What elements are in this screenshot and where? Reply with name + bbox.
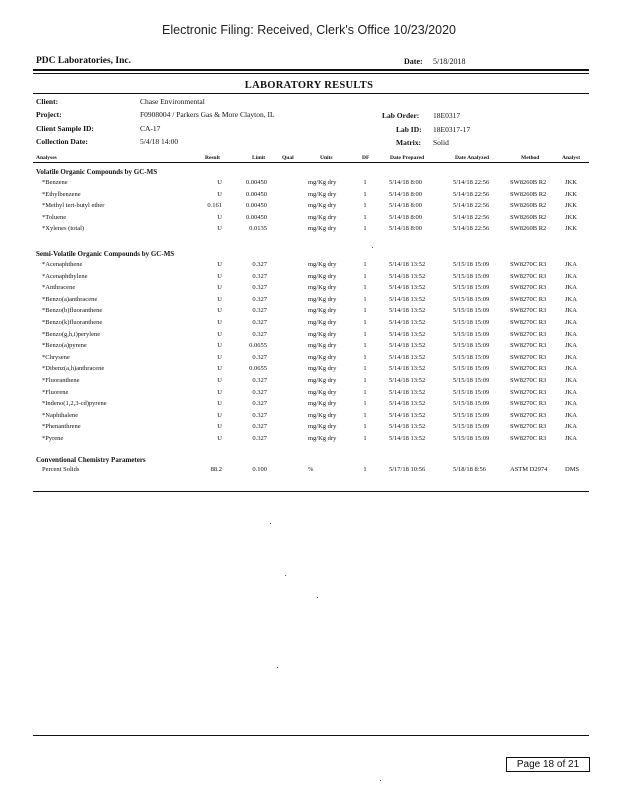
table-cell-method: SW8270C R3 [510, 307, 547, 315]
table-cell-analyte: *Pyrene [42, 435, 64, 442]
table-cell-analyzed: 5/15/18 15:09 [453, 423, 490, 431]
table-cell-analyte: *Chrysene [42, 353, 70, 361]
header-rule [33, 69, 589, 71]
table-cell-units: mg/Kg dry [308, 307, 337, 315]
table-cell-df: 1 [363, 365, 367, 373]
table-cell-method: ASTM D2974 [510, 466, 548, 473]
table-cell-result: U [217, 330, 222, 338]
table-cell-units: mg/Kg dry [308, 400, 337, 408]
table-cell-df: 1 [363, 261, 367, 268]
table-cell-analyst: JKA [565, 388, 577, 396]
section-title: Conventional Chemistry Parameters [36, 456, 146, 464]
table-cell-limit: 0.327 [252, 284, 267, 292]
table-cell-units: mg/Kg dry [308, 225, 337, 233]
table-cell-df: 1 [363, 295, 367, 303]
table-cell-analyzed: 5/15/18 15:09 [453, 284, 490, 292]
table-cell-analyzed: 5/15/18 15:09 [453, 377, 490, 384]
table-cell-df: 1 [363, 190, 367, 198]
table-cell-result: U [217, 307, 222, 315]
table-cell-analyte: *Benzo(g,h,i)perylene [42, 330, 101, 338]
client-label: Client: [36, 97, 59, 106]
column-header-result: Result [205, 155, 220, 161]
lab-id-value: 18E0317-17 [433, 125, 471, 134]
table-cell-limit: 0.327 [252, 435, 267, 442]
table-cell-analyst: JKA [565, 377, 577, 384]
table-cell-analyzed: 5/15/18 15:09 [453, 388, 490, 396]
table-cell-df: 1 [363, 411, 367, 419]
table-cell-result: U [217, 190, 222, 198]
section-title: Semi-Volatile Organic Compounds by GC-MS [36, 250, 175, 258]
project-label: Project: [36, 110, 62, 119]
table-cell-analyst: JKK [565, 190, 577, 198]
table-cell-units: mg/Kg dry [308, 330, 337, 338]
table-cell-limit: 0.327 [252, 353, 267, 361]
table-cell-units: mg/Kg dry [308, 435, 337, 442]
table-cell-units: mg/Kg dry [308, 213, 337, 221]
table-cell-method: SW8260B R2 [510, 225, 547, 233]
table-cell-analyte: *Benzo(k)fluoranthene [42, 319, 103, 326]
table-cell-analyst: JKA [565, 307, 577, 315]
table-cell-method: SW8260B R2 [510, 179, 547, 186]
table-cell-prepared: 5/14/18 13:52 [389, 365, 426, 373]
table-cell-analyzed: 5/15/18 15:09 [453, 342, 490, 350]
report-title: LABORATORY RESULTS [244, 80, 374, 91]
table-cell-units: mg/Kg dry [308, 365, 337, 373]
table-cell-analyzed: 5/18/18 8:56 [453, 466, 487, 473]
table-cell-analyst: JKK [565, 202, 577, 210]
table-cell-df: 1 [363, 307, 367, 315]
table-cell-analyte: *Toluene [42, 213, 67, 221]
table-cell-analyte: *Benzo(a)anthracene [42, 295, 98, 303]
table-cell-limit: 0.327 [252, 400, 267, 408]
table-cell-prepared: 5/14/18 13:52 [389, 307, 426, 315]
table-cell-analyst: JKA [565, 330, 577, 338]
table-cell-analyte: *Anthracene [42, 284, 76, 292]
table-cell-analyte: *Indeno(1,2,3-cd)pyrene [42, 400, 107, 408]
lab-order-label: Lab Order: [382, 111, 420, 120]
table-cell-units: mg/Kg dry [308, 202, 337, 210]
table-cell-prepared: 5/14/18 8:00 [389, 190, 423, 198]
table-cell-analyte: *Methyl tert-butyl ether [42, 202, 105, 210]
table-cell-method: SW8270C R3 [510, 330, 547, 338]
table-cell-result: U [217, 213, 222, 221]
table-cell-units: mg/Kg dry [308, 353, 337, 361]
table-cell-result: U [217, 319, 222, 326]
table-cell-method: SW8270C R3 [510, 365, 547, 373]
table-cell-method: SW8260B R2 [510, 202, 547, 210]
table-cell-result: U [217, 295, 222, 303]
table-cell-prepared: 5/14/18 13:52 [389, 342, 426, 350]
collection-date-label: Collection Date: [36, 137, 88, 146]
table-cell-analyte: *Ethylbenzene [42, 190, 81, 198]
table-cell-units: mg/Kg dry [308, 261, 337, 268]
table-cell-analyzed: 5/15/18 15:09 [453, 435, 490, 442]
table-cell-analyte: *Benzo(b)fluoranthene [42, 307, 103, 315]
table-cell-analyst: JKK [565, 179, 577, 186]
table-cell-analyte: *Benzene [42, 179, 68, 186]
table-cell-prepared: 5/14/18 8:00 [389, 225, 423, 233]
table-cell-limit: 0.00450 [245, 202, 267, 210]
table-cell-analyzed: 5/15/18 15:09 [453, 365, 490, 373]
matrix-value: Solid [433, 138, 449, 147]
table-cell-analyte: *Fluorene [42, 388, 69, 396]
filing-stamp: Electronic Filing: Received, Clerk's Office 10/23/2020 [162, 23, 456, 37]
table-cell-prepared: 5/14/18 13:52 [389, 435, 426, 442]
column-header-units: Units [320, 155, 333, 161]
table-cell-df: 1 [363, 342, 367, 350]
table-cell-analyte: *Acenaphthene [42, 261, 83, 268]
table-cell-units: mg/Kg dry [308, 319, 337, 326]
table-cell-result: U [217, 388, 222, 396]
table-cell-method: SW8270C R3 [510, 261, 547, 268]
table-cell-analyte: Percent Solids [42, 466, 80, 473]
table-cell-result: U [217, 353, 222, 361]
table-cell-limit: 0.327 [252, 388, 267, 396]
table-cell-df: 1 [363, 353, 367, 361]
table-cell-units: mg/Kg dry [308, 342, 337, 350]
table-cell-analyst: JKA [565, 319, 577, 326]
table-cell-df: 1 [363, 388, 367, 396]
table-cell-prepared: 5/14/18 13:52 [389, 353, 426, 361]
table-cell-result: U [217, 284, 222, 292]
table-cell-limit: 0.327 [252, 377, 267, 384]
table-cell-analyte: *Phenanthrene [42, 423, 81, 431]
table-cell-result: U [217, 365, 222, 373]
table-cell-prepared: 5/14/18 13:52 [389, 272, 426, 280]
project-value: F0908004 / Parkers Gas & More Clayton, IL [140, 110, 275, 119]
table-cell-units: mg/Kg dry [308, 272, 337, 280]
column-header-df: DF [362, 155, 370, 161]
table-cell-prepared: 5/14/18 13:52 [389, 377, 426, 384]
lab-id-label: Lab ID: [396, 125, 422, 134]
table-cell-analyst: JKA [565, 284, 577, 292]
table-cell-prepared: 5/14/18 13:52 [389, 388, 426, 396]
table-cell-prepared: 5/14/18 8:00 [389, 179, 423, 186]
title-rule [33, 93, 589, 94]
table-cell-limit: 0.0135 [249, 225, 267, 233]
client-value: Chase Environmental [140, 97, 205, 106]
date-value: 5/18/2018 [433, 57, 466, 66]
table-cell-units: mg/Kg dry [308, 388, 337, 396]
table-cell-method: SW8270C R3 [510, 435, 547, 442]
table-cell-df: 1 [363, 284, 367, 292]
table-cell-prepared: 5/14/18 13:52 [389, 400, 426, 408]
table-cell-analyzed: 5/15/18 15:09 [453, 411, 490, 419]
table-cell-analyte: *Benzo(a)pyrene [42, 342, 87, 350]
table-cell-prepared: 5/14/18 13:52 [389, 319, 426, 326]
table-cell-units: % [308, 466, 314, 473]
table-cell-limit: 0.327 [252, 295, 267, 303]
table-cell-analyst: JKK [565, 225, 577, 233]
table-cell-result: U [217, 342, 222, 350]
table-cell-prepared: 5/14/18 13:52 [389, 284, 426, 292]
table-cell-analyst: JKA [565, 261, 577, 268]
table-cell-prepared: 5/14/18 13:52 [389, 295, 426, 303]
table-cell-result: 0.161 [207, 202, 222, 210]
table-cell-method: SW8270C R3 [510, 319, 547, 326]
table-cell-df: 1 [363, 435, 367, 442]
table-cell-analyst: JKA [565, 365, 577, 373]
table-cell-method: SW8270C R3 [510, 284, 547, 292]
table-cell-method: SW8270C R3 [510, 272, 547, 280]
table-cell-method: SW8270C R3 [510, 400, 547, 408]
table-cell-limit: 0.327 [252, 261, 267, 268]
table-cell-limit: 0.327 [252, 307, 267, 315]
table-cell-limit: 0.00450 [245, 213, 267, 221]
table-cell-df: 1 [363, 330, 367, 338]
table-cell-units: mg/Kg dry [308, 179, 337, 186]
table-cell-method: SW8270C R3 [510, 377, 547, 384]
table-cell-prepared: 5/14/18 13:52 [389, 261, 426, 268]
table-cell-units: mg/Kg dry [308, 423, 337, 431]
table-cell-df: 1 [363, 179, 367, 186]
table-cell-analyst: JKA [565, 342, 577, 350]
table-cell-limit: 0.0655 [249, 365, 267, 373]
table-cell-analyzed: 5/14/18 22:56 [453, 190, 490, 198]
table-cell-analyte: *Fluoranthene [42, 377, 80, 384]
table-cell-df: 1 [363, 213, 367, 221]
matrix-label: Matrix: [396, 138, 421, 147]
company-name: PDC Laboratories, Inc. [36, 56, 131, 66]
client-sample-id-value: CA-17 [140, 124, 161, 133]
table-cell-analyst: JKK [565, 213, 577, 221]
column-header-qual: Qual [282, 155, 294, 161]
table-cell-df: 1 [363, 400, 367, 408]
date-label: Date: [404, 57, 423, 66]
table-cell-prepared: 5/14/18 13:52 [389, 411, 426, 419]
table-cell-analyzed: 5/15/18 15:09 [453, 400, 490, 408]
table-cell-df: 1 [363, 377, 367, 384]
column-header-limit: Limit [252, 155, 266, 161]
table-cell-analyte: *Naphthalene [42, 411, 79, 419]
table-cell-analyzed: 5/14/18 22:56 [453, 213, 490, 221]
table-cell-analyzed: 5/14/18 22:56 [453, 225, 490, 233]
table-cell-df: 1 [363, 202, 367, 210]
table-cell-analyst: DMS [565, 466, 580, 473]
column-header-analyses: Analyses [36, 155, 57, 161]
table-cell-result: U [217, 377, 222, 384]
table-cell-analyst: JKA [565, 295, 577, 303]
lab-order-value: 18E0317 [433, 111, 461, 120]
table-cell-analyte: *Dibenz(a,h)anthracene [42, 365, 105, 373]
table-cell-method: SW8270C R3 [510, 388, 547, 396]
table-cell-method: SW8270C R3 [510, 353, 547, 361]
table-cell-analyst: JKA [565, 435, 577, 442]
table-cell-method: SW8270C R3 [510, 411, 547, 419]
table-cell-analyzed: 5/14/18 22:56 [453, 202, 490, 210]
table-cell-result: 88.2 [210, 466, 222, 473]
table-cell-result: U [217, 435, 222, 442]
footer-rule [33, 735, 589, 736]
column-header-method: Method [521, 155, 540, 161]
table-cell-analyzed: 5/15/18 15:09 [453, 353, 490, 361]
table-cell-units: mg/Kg dry [308, 190, 337, 198]
table-cell-limit: 0.327 [252, 423, 267, 431]
column-header-rule [33, 162, 589, 163]
table-cell-prepared: 5/17/18 10:56 [389, 466, 426, 473]
table-cell-analyte: *Xylenes (total) [42, 225, 85, 233]
table-cell-analyst: JKA [565, 411, 577, 419]
table-cell-prepared: 5/14/18 13:52 [389, 423, 426, 431]
section-title: Volatile Organic Compounds by GC-MS [36, 168, 158, 176]
table-cell-df: 1 [363, 319, 367, 326]
page-number: Page 18 of 21 [506, 757, 590, 772]
table-cell-df: 1 [363, 272, 367, 280]
table-cell-limit: 0.100 [252, 466, 267, 473]
table-cell-prepared: 5/14/18 8:00 [389, 202, 423, 210]
table-cell-analyst: JKA [565, 400, 577, 408]
table-cell-analyzed: 5/14/18 22:56 [453, 179, 490, 186]
table-cell-units: mg/Kg dry [308, 411, 337, 419]
table-cell-analyst: JKA [565, 353, 577, 361]
table-cell-result: U [217, 272, 222, 280]
table-cell-df: 1 [363, 225, 367, 233]
table-cell-method: SW8270C R3 [510, 423, 547, 431]
table-cell-df: 1 [363, 466, 367, 473]
table-cell-limit: 0.327 [252, 411, 267, 419]
table-cell-limit: 0.0655 [249, 342, 267, 350]
table-cell-result: U [217, 400, 222, 408]
table-cell-analyst: JKA [565, 423, 577, 431]
table-cell-analyte: *Acenaphthylene [42, 272, 88, 280]
table-cell-limit: 0.00450 [245, 179, 267, 186]
table-cell-result: U [217, 179, 222, 186]
table-cell-method: SW8270C R3 [510, 342, 547, 350]
table-cell-limit: 0.327 [252, 319, 267, 326]
table-cell-analyzed: 5/15/18 15:09 [453, 307, 490, 315]
column-header-analyst: Analyst [562, 155, 581, 161]
table-cell-analyzed: 5/15/18 15:09 [453, 272, 490, 280]
collection-date-value: 5/4/18 14:00 [140, 137, 179, 146]
table-cell-df: 1 [363, 423, 367, 431]
table-cell-result: U [217, 411, 222, 419]
header-rule-thin [33, 73, 589, 74]
table-cell-units: mg/Kg dry [308, 284, 337, 292]
table-cell-units: mg/Kg dry [308, 377, 337, 384]
table-cell-analyzed: 5/15/18 15:09 [453, 261, 490, 268]
client-sample-id-label: Client Sample ID: [36, 124, 94, 133]
table-cell-result: U [217, 261, 222, 268]
table-cell-units: mg/Kg dry [308, 295, 337, 303]
column-header-date-analyzed: Date Analyzed [455, 155, 490, 161]
table-cell-limit: 0.327 [252, 272, 267, 280]
table-cell-analyzed: 5/15/18 15:09 [453, 295, 490, 303]
table-cell-method: SW8260B R2 [510, 190, 547, 198]
table-cell-limit: 0.327 [252, 330, 267, 338]
table-cell-analyzed: 5/15/18 15:09 [453, 319, 490, 326]
table-cell-method: SW8260B R2 [510, 213, 547, 221]
table-bottom-rule [33, 491, 589, 492]
table-cell-analyst: JKA [565, 272, 577, 280]
table-cell-result: U [217, 423, 222, 431]
table-cell-result: U [217, 225, 222, 233]
column-header-date-prepared: Date Prepared [390, 155, 425, 161]
table-cell-prepared: 5/14/18 8:00 [389, 213, 423, 221]
table-cell-analyzed: 5/15/18 15:09 [453, 330, 490, 338]
table-cell-method: SW8270C R3 [510, 295, 547, 303]
table-cell-limit: 0.00450 [245, 190, 267, 198]
table-cell-prepared: 5/14/18 13:52 [389, 330, 426, 338]
